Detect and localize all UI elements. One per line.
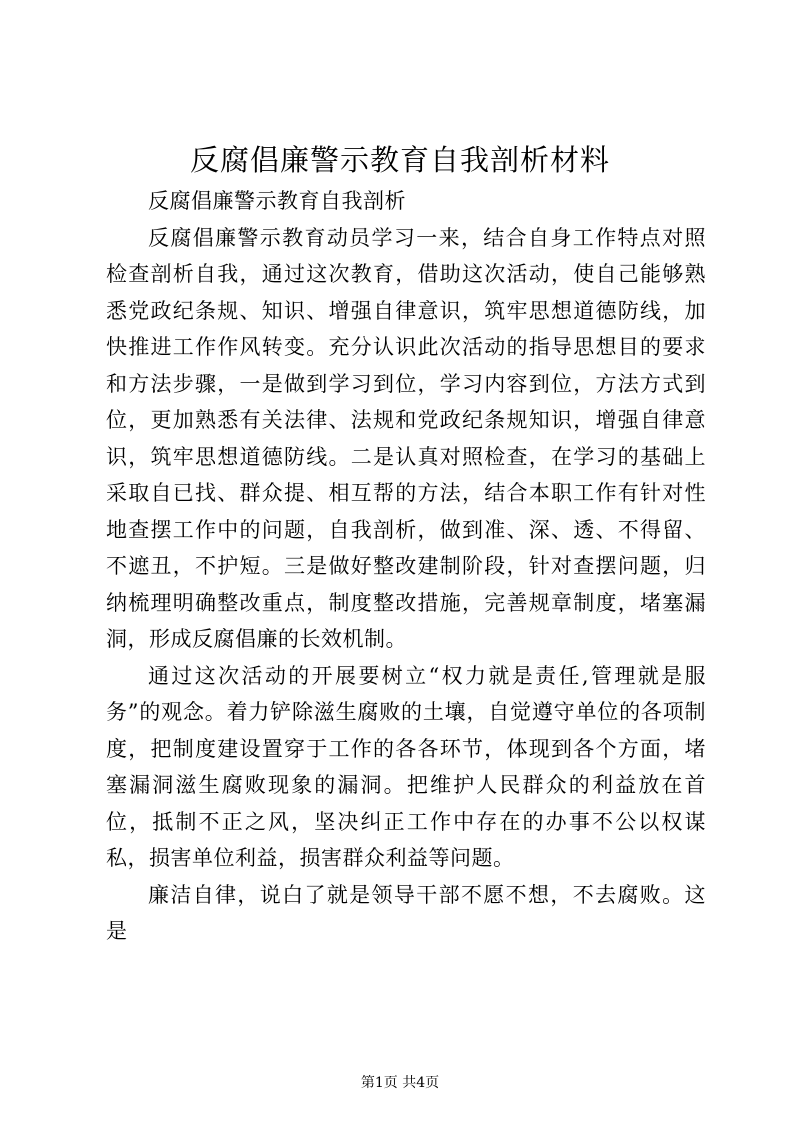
page-number-footer: 第1页 共4页	[360, 1075, 440, 1091]
paragraph-2: 通过这次活动的开展要树立“权力就是责任,管理就是服务”的观念。着力铲除滋生腐败的土壤，自觉遵守单位的各项制度，把制度建设置穿于工作的各各环节，体现到各个方面，堵塞漏洞滋生腐败现象的漏洞。把维护人民群众的利益放在首位，抵制不正之风，坚决纠正工作中存在的办事不公以权谋私，损害单位利益，损害群众利益等问题。	[106, 663, 706, 870]
document-body	[106, 183, 706, 950]
paragraph-3: 廉洁自律，说白了就是领导干部不愿不想，不去腐败。这是	[106, 882, 706, 943]
paragraph-1: 反腐倡廉警示教育动员学习一来，结合自身工作特点对照检查剖析自我，通过这次教育，借助这次活动，使自己能够熟悉党政纪条规、知识、增强自律意识，筑牢思想道德防线，加快推进工作作风转变。充分认识此次活动的指导思想目的要求和方法步骤，一是做到学习到位，学习内容到位，方法方式到位，更加熟悉有关法律、法规和党政纪条规知识，增强自律意识，筑牢思想道德防线。二是认真对照检查，在学习的基础上采取自已找、群众提、相互帮的方法，结合本职工作有针对性地查摆工作中的问题，自我剖析，做到准、深、透、不得留、不遮丑，不护短。三是做好整改建制阶段，针对查摆问题，归纳梳理明确整改重点，制度整改措施，完善规章制度，堵塞漏洞，形成反腐倡廉的长效机制。	[106, 225, 706, 651]
document-title: 反腐倡廉警示教育自我剖析材料	[189, 143, 610, 177]
paragraph-subtitle: 反腐倡廉警示教育自我剖析	[148, 189, 406, 213]
